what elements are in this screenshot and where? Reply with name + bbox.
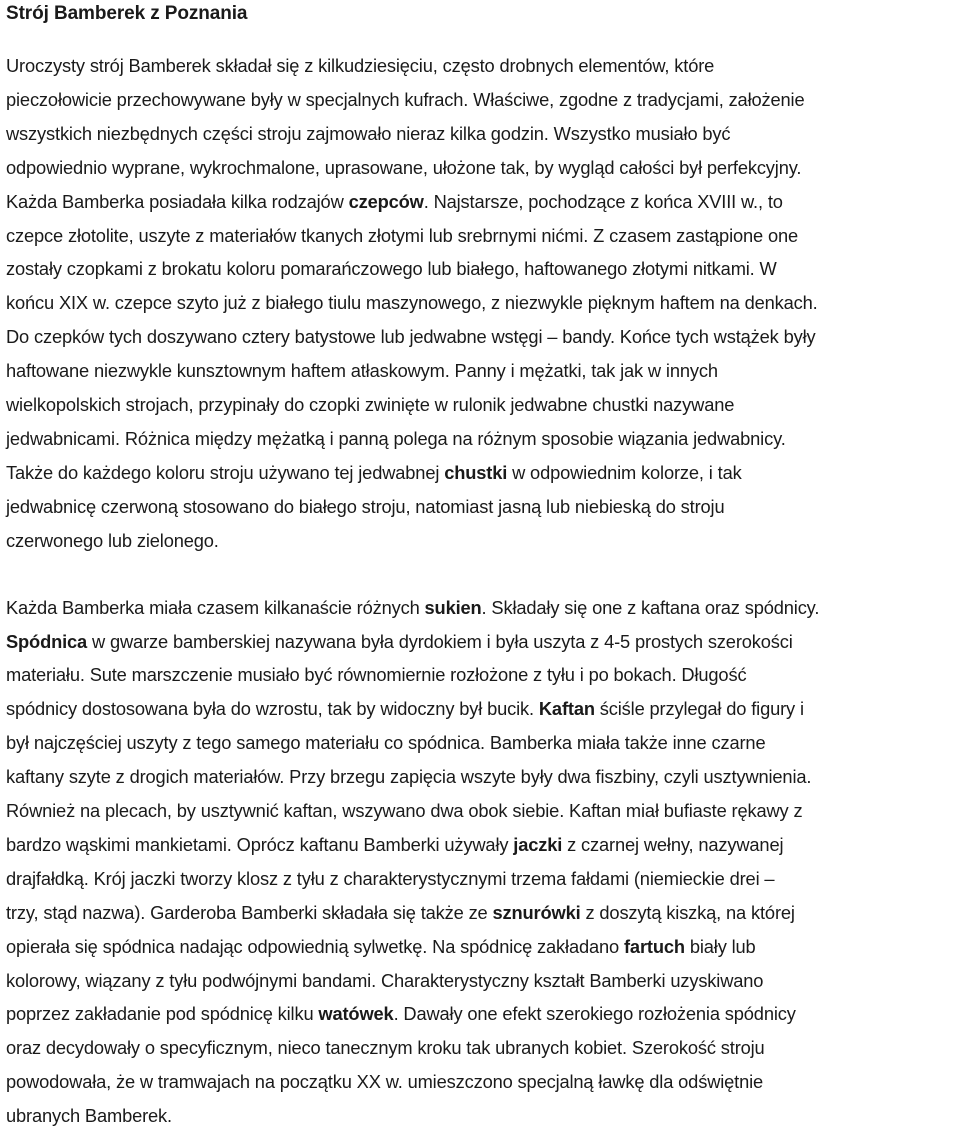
text-line <box>6 828 956 862</box>
text-line <box>6 490 956 524</box>
text-line <box>6 151 956 185</box>
text-line <box>6 862 956 896</box>
text-line <box>6 422 956 456</box>
text-line <box>6 252 956 286</box>
text-run: trzy, stąd nazwa). Garderoba Bamberki składała się także ze <box>6 901 493 923</box>
paragraph-czepce <box>6 49 956 558</box>
text-line <box>6 1065 956 1099</box>
text-line <box>6 896 956 930</box>
bold-term: sukien <box>424 596 482 618</box>
text-line <box>6 320 956 354</box>
text-line <box>6 83 956 117</box>
text-run: wszystkich niezbędnych części stroju zajmowało nieraz kilka godzin. Wszystko musiało być <box>6 122 731 144</box>
text-run: odpowiednio wyprane, wykrochmalone, uprasowane, ułożone tak, by wygląd całości był perfekcyjny. <box>6 156 802 178</box>
text-line <box>6 1031 956 1065</box>
text-run: oraz decydowały o specyficznym, nieco tanecznym kroku tak ubranych kobiet. Szerokość stroju <box>6 1037 765 1059</box>
text-run: Każda Bamberka miała czasem kilkanaście różnych <box>6 596 425 618</box>
text-line <box>6 117 956 151</box>
text-run: zostały czopkami z brokatu koloru pomarańczowego lub białego, haftowanego złotymi nitkami. W <box>6 258 777 280</box>
text-run: kaftany szyte z drogich materiałów. Przy brzegu zapięcia wszyte były dwa fiszbiny, czyli usztywnienia. <box>6 766 812 788</box>
text-run: końcu XIX w. czepce szyto już z białego tiulu maszynowego, z niezwykle pięknym haftem na denkach. <box>6 292 818 314</box>
text-run: Także do każdego koloru stroju używano tej jedwabnej <box>6 461 445 483</box>
bold-term: watówek <box>318 1003 394 1025</box>
text-run: pieczołowicie przechowywane były w specjalnych kufrach. Właściwe, zgodne z tradycjami, założenie <box>6 88 805 110</box>
text-run: biały lub <box>684 935 756 957</box>
text-line <box>6 726 956 760</box>
text-run: Do czepków tych doszywano cztery batystowe lub jedwabne wstęgi – bandy. Końce tych wstążek były <box>6 326 816 348</box>
text-line <box>6 49 956 83</box>
text-line <box>6 456 956 490</box>
text-run: Również na plecach, by usztywnić kaftan, wszywano dwa obok siebie. Kaftan miał bufiaste rękawy z <box>6 800 803 822</box>
text-run: . Składały się one z kaftana oraz spódnicy. <box>481 596 820 618</box>
text-run: w gwarze bamberskiej nazywana była dyrdokiem i była uszyta z 4-5 prostych szerokości <box>87 630 793 652</box>
text-run: . Najstarsze, pochodzące z końca XVIII w., to <box>423 190 783 212</box>
text-line <box>6 524 956 558</box>
text-run: opierała się spódnica nadając odpowiednią sylwetkę. Na spódnicę zakładano <box>6 935 624 957</box>
text-run: poprzez zakładanie pod spódnicę kilku <box>6 1003 319 1025</box>
text-line <box>6 658 956 692</box>
bold-term: sznurówki <box>492 901 581 923</box>
text-run: jedwabnicami. Różnica między mężatką i panną polega na różnym sposobie wiązania jedwabnicy. <box>6 427 786 449</box>
text-run: materiału. Sute marszczenie musiało być równomiernie rozłożone z tyłu i po bokach. Długość <box>6 664 747 686</box>
text-run: Uroczysty strój Bamberek składał się z kilkudziesięciu, często drobnych elementów, które <box>6 55 715 76</box>
text-run: był najczęściej uszyty z tego samego materiału co spódnica. Bamberka miała także inne czarne <box>6 732 766 754</box>
text-run: Każda Bamberka posiadała kilka rodzajów <box>6 190 349 212</box>
text-line <box>6 760 956 794</box>
text-line <box>6 625 956 659</box>
text-line <box>6 185 956 219</box>
text-run: czerwonego lub zielonego. <box>6 529 219 551</box>
text-line <box>6 1099 956 1133</box>
text-run: haftowane niezwykle kunsztownym haftem atłaskowym. Panny i mężatki, tak jak w innych <box>6 360 718 382</box>
text-line <box>6 354 956 388</box>
text-line <box>6 794 956 828</box>
text-run: z czarnej wełny, nazywanej <box>562 833 784 855</box>
text-run: ściśle przylegał do figury i <box>594 698 804 720</box>
paragraph-suknie <box>6 591 956 1133</box>
text-run: spódnicy dostosowana była do wzrostu, tak by widoczny był bucik. <box>6 698 539 720</box>
text-run: kolorowy, wiązany z tyłu podwójnymi bandami. Charakterystyczny kształt Bamberki uzyskiwano <box>6 969 764 991</box>
document-page <box>6 0 956 1133</box>
text-line <box>6 286 956 320</box>
text-run: ubranych Bamberek. <box>6 1105 172 1127</box>
text-run: drajfałdką. Krój jaczki tworzy klosz z tyłu z charakterystycznymi trzema fałdami (niemieckie drei – <box>6 867 775 889</box>
bold-term: Spódnica <box>6 630 88 652</box>
text-run: czepce złotolite, uszyte z materiałów tkanych złotymi lub srebrnymi nićmi. Z czasem zastąpione one <box>6 224 799 246</box>
text-run: wielkopolskich strojach, przypinały do czopki zwinięte w rulonik jedwabne chustki nazywane <box>6 394 735 416</box>
text-line <box>6 964 956 998</box>
text-run: jedwabnicę czerwoną stosowano do białego stroju, natomiast jasną lub niebieską do stroju <box>6 495 725 517</box>
text-line <box>6 388 956 422</box>
document-title: Strój Bamberek z Poznania <box>6 3 248 24</box>
bold-term: Kaftan <box>538 698 595 720</box>
text-run: bardzo wąskimi mankietami. Oprócz kaftanu Bamberki używały <box>6 833 514 855</box>
text-run: . Dawały one efekt szerokiego rozłożenia spódnicy <box>393 1003 796 1025</box>
text-run: z doszytą kiszką, na której <box>580 901 795 923</box>
text-run: powodowała, że w tramwajach na początku XX w. umieszczono specjalną ławkę dla odświętnie <box>6 1071 764 1093</box>
bold-term: fartuch <box>623 935 685 957</box>
bold-term: czepców <box>348 190 424 212</box>
text-line <box>6 997 956 1031</box>
text-line <box>6 591 956 625</box>
text-line <box>6 692 956 726</box>
bold-term: chustki <box>444 461 508 483</box>
bold-term: jaczki <box>513 833 563 855</box>
text-line <box>6 930 956 964</box>
text-run: w odpowiednim kolorze, i tak <box>507 461 742 483</box>
text-line <box>6 219 956 253</box>
